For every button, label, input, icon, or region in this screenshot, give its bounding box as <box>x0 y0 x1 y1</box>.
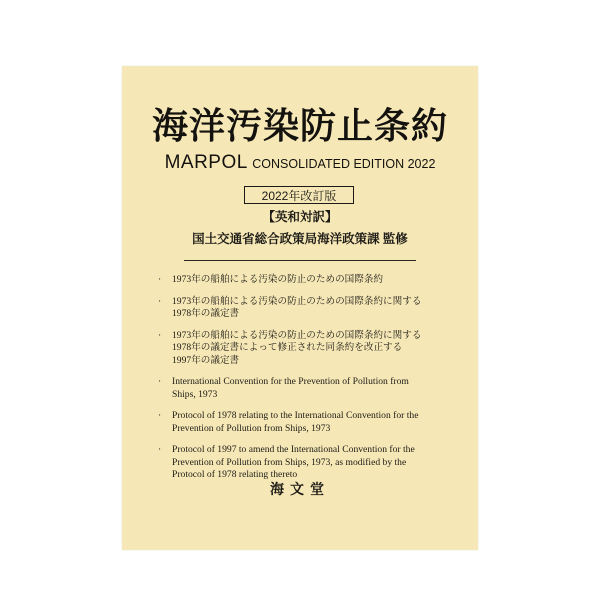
divider <box>184 260 416 261</box>
bullet-icon: · <box>158 376 162 387</box>
list-item-text: 1973年の船舶による汚染の防止のための国際条約 <box>172 274 384 285</box>
english-title <box>122 152 478 174</box>
list-item <box>158 444 458 482</box>
japanese-title: 海洋汚染防止条約 <box>151 105 448 147</box>
list-item <box>158 376 458 401</box>
bullet-icon: · <box>158 444 162 455</box>
bullet-icon: · <box>158 329 162 341</box>
edition-label: 2022年改訂版 <box>244 186 354 204</box>
translation-label: 【英和対訳】 <box>262 210 338 224</box>
bullet-icon: · <box>158 274 162 285</box>
english-title-main: MARPOL <box>164 152 248 173</box>
list-item-text: Protocol of 1997 to amend the International Convention for the Prevention of Pollution from Ships, 1973, as modified by the Protocol of 1978 relating thereto <box>172 444 415 480</box>
english-title-sub: CONSOLIDATED EDITION 2022 <box>252 157 436 171</box>
list-item <box>158 330 458 368</box>
list-item-text: 1973年の船舶による汚染の防止のための国際条約に関する 1978年の議定書によって修正された同条約を改正する 1997年の議定書 <box>172 329 422 366</box>
list-item-text: International Convention for the Prevention of Pollution from Ships, 1973 <box>172 376 409 400</box>
list-item <box>158 410 458 435</box>
bullet-icon: · <box>158 295 162 307</box>
supervisor-line: 国土交通省総合政策局海洋政策課 監修 <box>192 232 408 246</box>
list-item-text: 1973年の船舶による汚染の防止のための国際条約に関する 1978年の議定書 <box>172 295 422 319</box>
contents-list <box>158 274 458 491</box>
publisher-name: 海文堂 <box>270 483 330 498</box>
list-item-text: Protocol of 1978 relating to the International Convention for the Prevention of Pollution from Ships, 1973 <box>172 410 419 434</box>
list-item <box>158 274 458 287</box>
bullet-icon: · <box>158 410 162 421</box>
book-cover <box>122 66 478 550</box>
list-item <box>158 296 458 321</box>
